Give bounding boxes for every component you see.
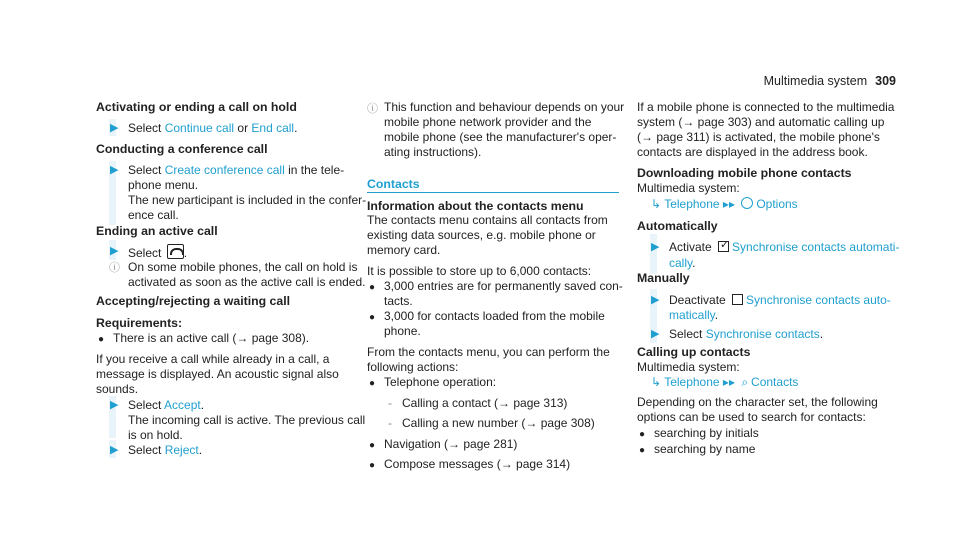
- heading-conference: Conducting a conference call: [96, 142, 268, 156]
- heading-contacts-menu-info: Information about the contacts menu: [367, 199, 584, 213]
- text-line: Multimedia system:: [637, 181, 740, 195]
- text-line: message is displayed. An acoustic signal also: [96, 367, 339, 381]
- sub-list-item: Calling a contact (→ page 313): [402, 396, 568, 410]
- text-line: It is possible to store up to 6,000 contacts:: [367, 264, 592, 278]
- text-line: (→ page 311) is activated, the mobile phone's: [637, 130, 880, 144]
- step-arrow-icon: ▶: [651, 294, 660, 306]
- text-line: From the contacts menu, you can perform the: [367, 345, 610, 359]
- note-line: On some mobile phones, the call on hold is: [128, 260, 358, 274]
- menu-path: [651, 375, 798, 390]
- step-select-sync: Select Synchronise contacts.: [669, 327, 824, 341]
- text-line: phone menu.: [128, 178, 199, 192]
- list-item: searching by initials: [654, 426, 759, 440]
- list-item: 3,000 for contacts loaded from the mobile: [384, 309, 605, 323]
- text-line: following actions:: [367, 360, 459, 374]
- path-start-icon: ↳: [651, 197, 662, 211]
- text-line: The new participant is included in the confer-: [128, 193, 367, 207]
- sync-auto-option[interactable]: Synchronise contacts automati-: [732, 240, 900, 254]
- info-icon: ⓘ: [109, 262, 120, 274]
- dash: -: [388, 416, 392, 430]
- note-line: This function and behaviour depends on your: [384, 100, 625, 114]
- heading-automatically: Automatically: [637, 219, 718, 233]
- step-arrow-icon: ▶: [651, 241, 660, 253]
- bullet: ●: [639, 445, 646, 456]
- requirement-item: There is an active call (→ page 308).: [113, 331, 310, 345]
- text-line: Multimedia system:: [637, 360, 740, 374]
- heading-waiting-call: Accepting/rejecting a waiting call: [96, 294, 291, 308]
- note-line: mobile phone network provider and the: [384, 115, 592, 129]
- bullet: ●: [369, 282, 376, 293]
- dash: -: [388, 396, 392, 410]
- step-reject: Select Reject.: [128, 443, 203, 457]
- options-menu-link[interactable]: Options: [756, 197, 798, 211]
- text-line: sounds.: [96, 382, 139, 396]
- end-call-link[interactable]: End call: [251, 121, 295, 135]
- step-arrow-icon: ▶: [110, 444, 119, 456]
- text-line: is on hold.: [128, 428, 183, 442]
- text-line: The contacts menu contains all contacts from: [367, 213, 608, 227]
- checkbox-empty-icon[interactable]: [732, 294, 743, 305]
- list-item-cont: phone.: [384, 324, 421, 338]
- text-line: contacts are displayed in the address book.: [637, 145, 868, 159]
- path-next-icon: ▸▸: [722, 197, 735, 211]
- step-create-conference: Select Create conference call in the tele-: [128, 163, 345, 177]
- sub-list-item: Calling a new number (→ page 308): [402, 416, 595, 430]
- step-deactivate-sync: Deactivate Synchronise contacts auto-: [669, 293, 891, 307]
- list-item: Navigation (→ page 281): [384, 437, 518, 451]
- step-arrow-icon: ▶: [110, 122, 119, 134]
- bullet: ●: [639, 429, 646, 440]
- list-item: searching by name: [654, 442, 756, 456]
- bullet: ●: [369, 460, 376, 471]
- note-line: mobile phone (see the manufacturer's oper-: [384, 130, 617, 144]
- sync-auto-option-cont[interactable]: matically: [669, 308, 715, 322]
- options-gear-icon: [741, 197, 753, 209]
- step-cont: matically.: [669, 308, 719, 322]
- heading-calling-up-contacts: Calling up contacts: [637, 345, 751, 359]
- heading-call-on-hold: Activating or ending a call on hold: [96, 100, 297, 114]
- bullet: ●: [369, 440, 376, 451]
- step-accept: Select Accept.: [128, 398, 205, 412]
- step-activate-sync: Activate ✓ Synchronise contacts automati-: [669, 239, 900, 254]
- reject-link[interactable]: Reject: [164, 443, 199, 457]
- text-line: If you receive a call while already in a call, a: [96, 352, 330, 366]
- create-conference-call-link[interactable]: Create conference call: [164, 163, 285, 177]
- bullet: ●: [98, 334, 105, 345]
- sync-auto-option-cont[interactable]: cally: [669, 256, 693, 270]
- requirements-label: Requirements:: [96, 316, 183, 330]
- step-select-hangup: Select .: [128, 246, 188, 260]
- list-item: Telephone operation:: [384, 375, 497, 389]
- text-line: If a mobile phone is connected to the multimedia: [637, 100, 895, 114]
- telephone-menu-link[interactable]: Telephone: [664, 375, 720, 389]
- text-line: The incoming call is active. The previous call: [128, 413, 366, 427]
- search-icon: ⌕: [741, 375, 749, 389]
- text-line: ence call.: [128, 208, 179, 222]
- text-line: Depending on the character set, the following: [637, 395, 878, 409]
- telephone-menu-link[interactable]: Telephone: [664, 197, 720, 211]
- list-item: 3,000 entries are for permanently saved con-: [384, 279, 623, 293]
- header-title: Multimedia system: [763, 74, 868, 88]
- text-line: system (→ page 303) and automatic calling up: [637, 115, 885, 129]
- list-item: Compose messages (→ page 314): [384, 457, 571, 471]
- section-rule: [367, 192, 619, 193]
- info-icon: ⓘ: [367, 103, 378, 115]
- list-item-cont: tacts.: [384, 294, 413, 308]
- page-header: [764, 74, 896, 89]
- continue-call-link[interactable]: Continue call: [164, 121, 235, 135]
- heading-end-call: Ending an active call: [96, 224, 218, 238]
- text-line: options can be used to search for contacts:: [637, 410, 866, 424]
- bullet: ●: [369, 378, 376, 389]
- heading-manually: Manually: [637, 271, 690, 285]
- heading-download-contacts: Downloading mobile phone contacts: [637, 166, 852, 180]
- sync-auto-option[interactable]: Synchronise contacts auto-: [746, 293, 891, 307]
- bullet: ●: [369, 312, 376, 323]
- accept-link[interactable]: Accept: [164, 398, 201, 412]
- step-arrow-icon: ▶: [110, 164, 119, 176]
- step-arrow-icon: ▶: [651, 328, 660, 340]
- menu-path: [651, 197, 798, 212]
- step-arrow-icon: ▶: [110, 399, 119, 411]
- sync-contacts-option[interactable]: Synchronise contacts: [705, 327, 820, 341]
- note-line: ating instructions).: [384, 145, 482, 159]
- text-line: memory card.: [367, 243, 441, 257]
- path-start-icon: ↳: [651, 375, 662, 389]
- step-continue-end: Select Continue call or End call.: [128, 121, 298, 135]
- step-cont: cally.: [669, 256, 696, 270]
- path-next-icon: ▸▸: [722, 375, 735, 389]
- hang-up-icon[interactable]: [167, 244, 184, 259]
- contacts-menu-link[interactable]: Contacts: [751, 375, 799, 389]
- step-arrow-icon: ▶: [110, 245, 119, 257]
- checkbox-checked-icon[interactable]: ✓: [720, 239, 730, 251]
- page-number: 309: [875, 74, 896, 88]
- note-line: activated as soon as the active call is ended.: [128, 275, 366, 289]
- text-line: existing data sources, e.g. mobile phone or: [367, 228, 596, 242]
- section-title-contacts: Contacts: [367, 177, 420, 191]
